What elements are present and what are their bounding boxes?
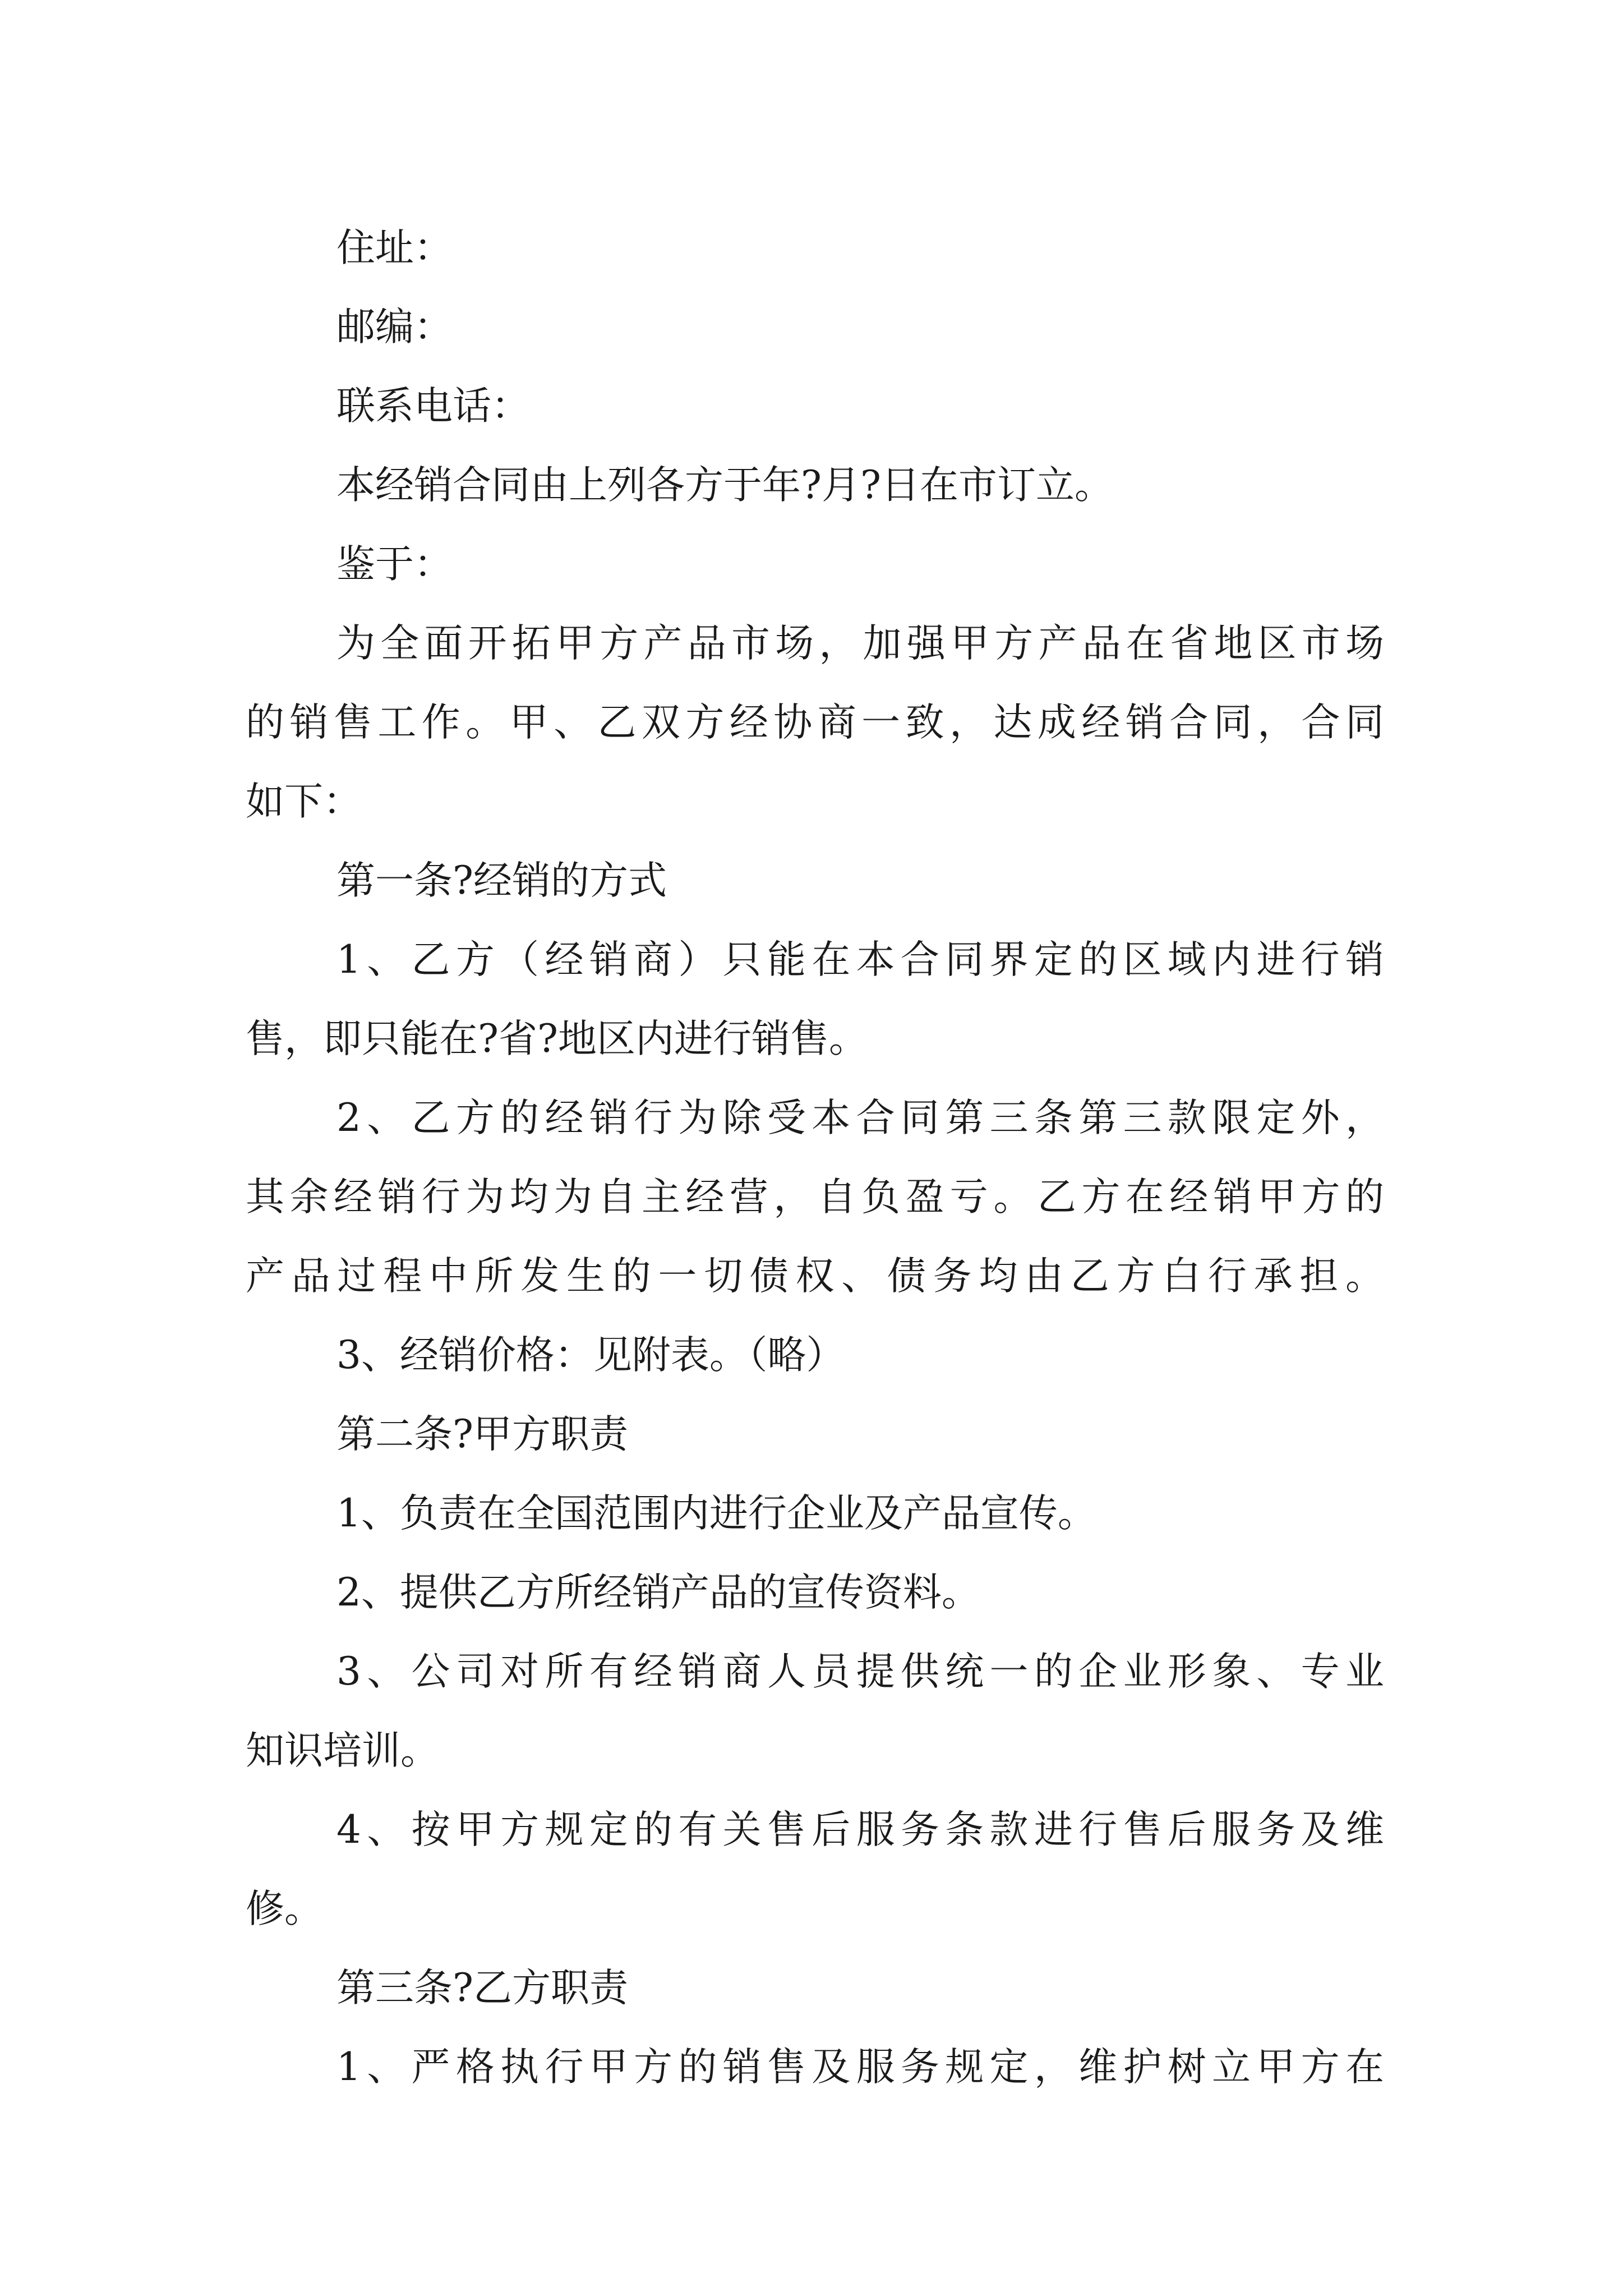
text-line: 住址： xyxy=(336,226,453,270)
text-line: 2、乙方的经销行为除受本合同第三条第三款限定外， xyxy=(336,1096,1384,1140)
text-line: 如下： xyxy=(246,779,362,824)
text-line: 邮编： xyxy=(336,305,453,349)
document-body xyxy=(246,209,1384,2107)
text-line: 产品过程中所发生的一切债权、债务均由乙方白行承担。 xyxy=(246,1254,1384,1299)
text-line: 第二条?甲方职责 xyxy=(336,1412,628,1457)
text-line: 3、公司对所有经销商人员提供统一的企业形象、专业 xyxy=(336,1649,1384,1694)
text-line: 1、负责在全国范围内进行企业及产品宣传。 xyxy=(336,1491,1096,1536)
text-line: 修。 xyxy=(246,1887,323,1931)
text-line: 第三条?乙方职责 xyxy=(336,1966,628,2010)
text-line: 1、严格执行甲方的销售及服务规定，维护树立甲方在 xyxy=(336,2045,1384,2090)
text-line: 4、按甲方规定的有关售后服务条款进行售后服务及维 xyxy=(336,1807,1384,1852)
text-line: 为全面开拓甲方产品市场，加强甲方产品在省地区市场 xyxy=(336,621,1384,666)
text-line: 鉴于： xyxy=(336,542,453,587)
text-line: 第一条?经销的方式 xyxy=(336,858,667,903)
text-line: 1、乙方（经销商）只能在本合同界定的区域内进行销 xyxy=(336,937,1384,982)
text-line: 其余经销行为均为自主经营，自负盈亏。乙方在经销甲方的 xyxy=(246,1175,1384,1220)
text-line: 售，即只能在?省?地区内进行销售。 xyxy=(246,1016,868,1061)
text-line: 3、经销价格：见附表。（略） xyxy=(336,1333,845,1378)
text-line: 联系电话： xyxy=(336,384,530,429)
text-line: 的销售工作。甲、乙双方经协商一致，达成经销合同，合同 xyxy=(246,700,1384,745)
text-line: 知识培训。 xyxy=(246,1728,439,1773)
text-line: 本经销合同由上列各方于年?月?日在市订立。 xyxy=(336,463,1113,508)
text-line: 2、提供乙方所经销产品的宣传资料。 xyxy=(336,1570,980,1615)
